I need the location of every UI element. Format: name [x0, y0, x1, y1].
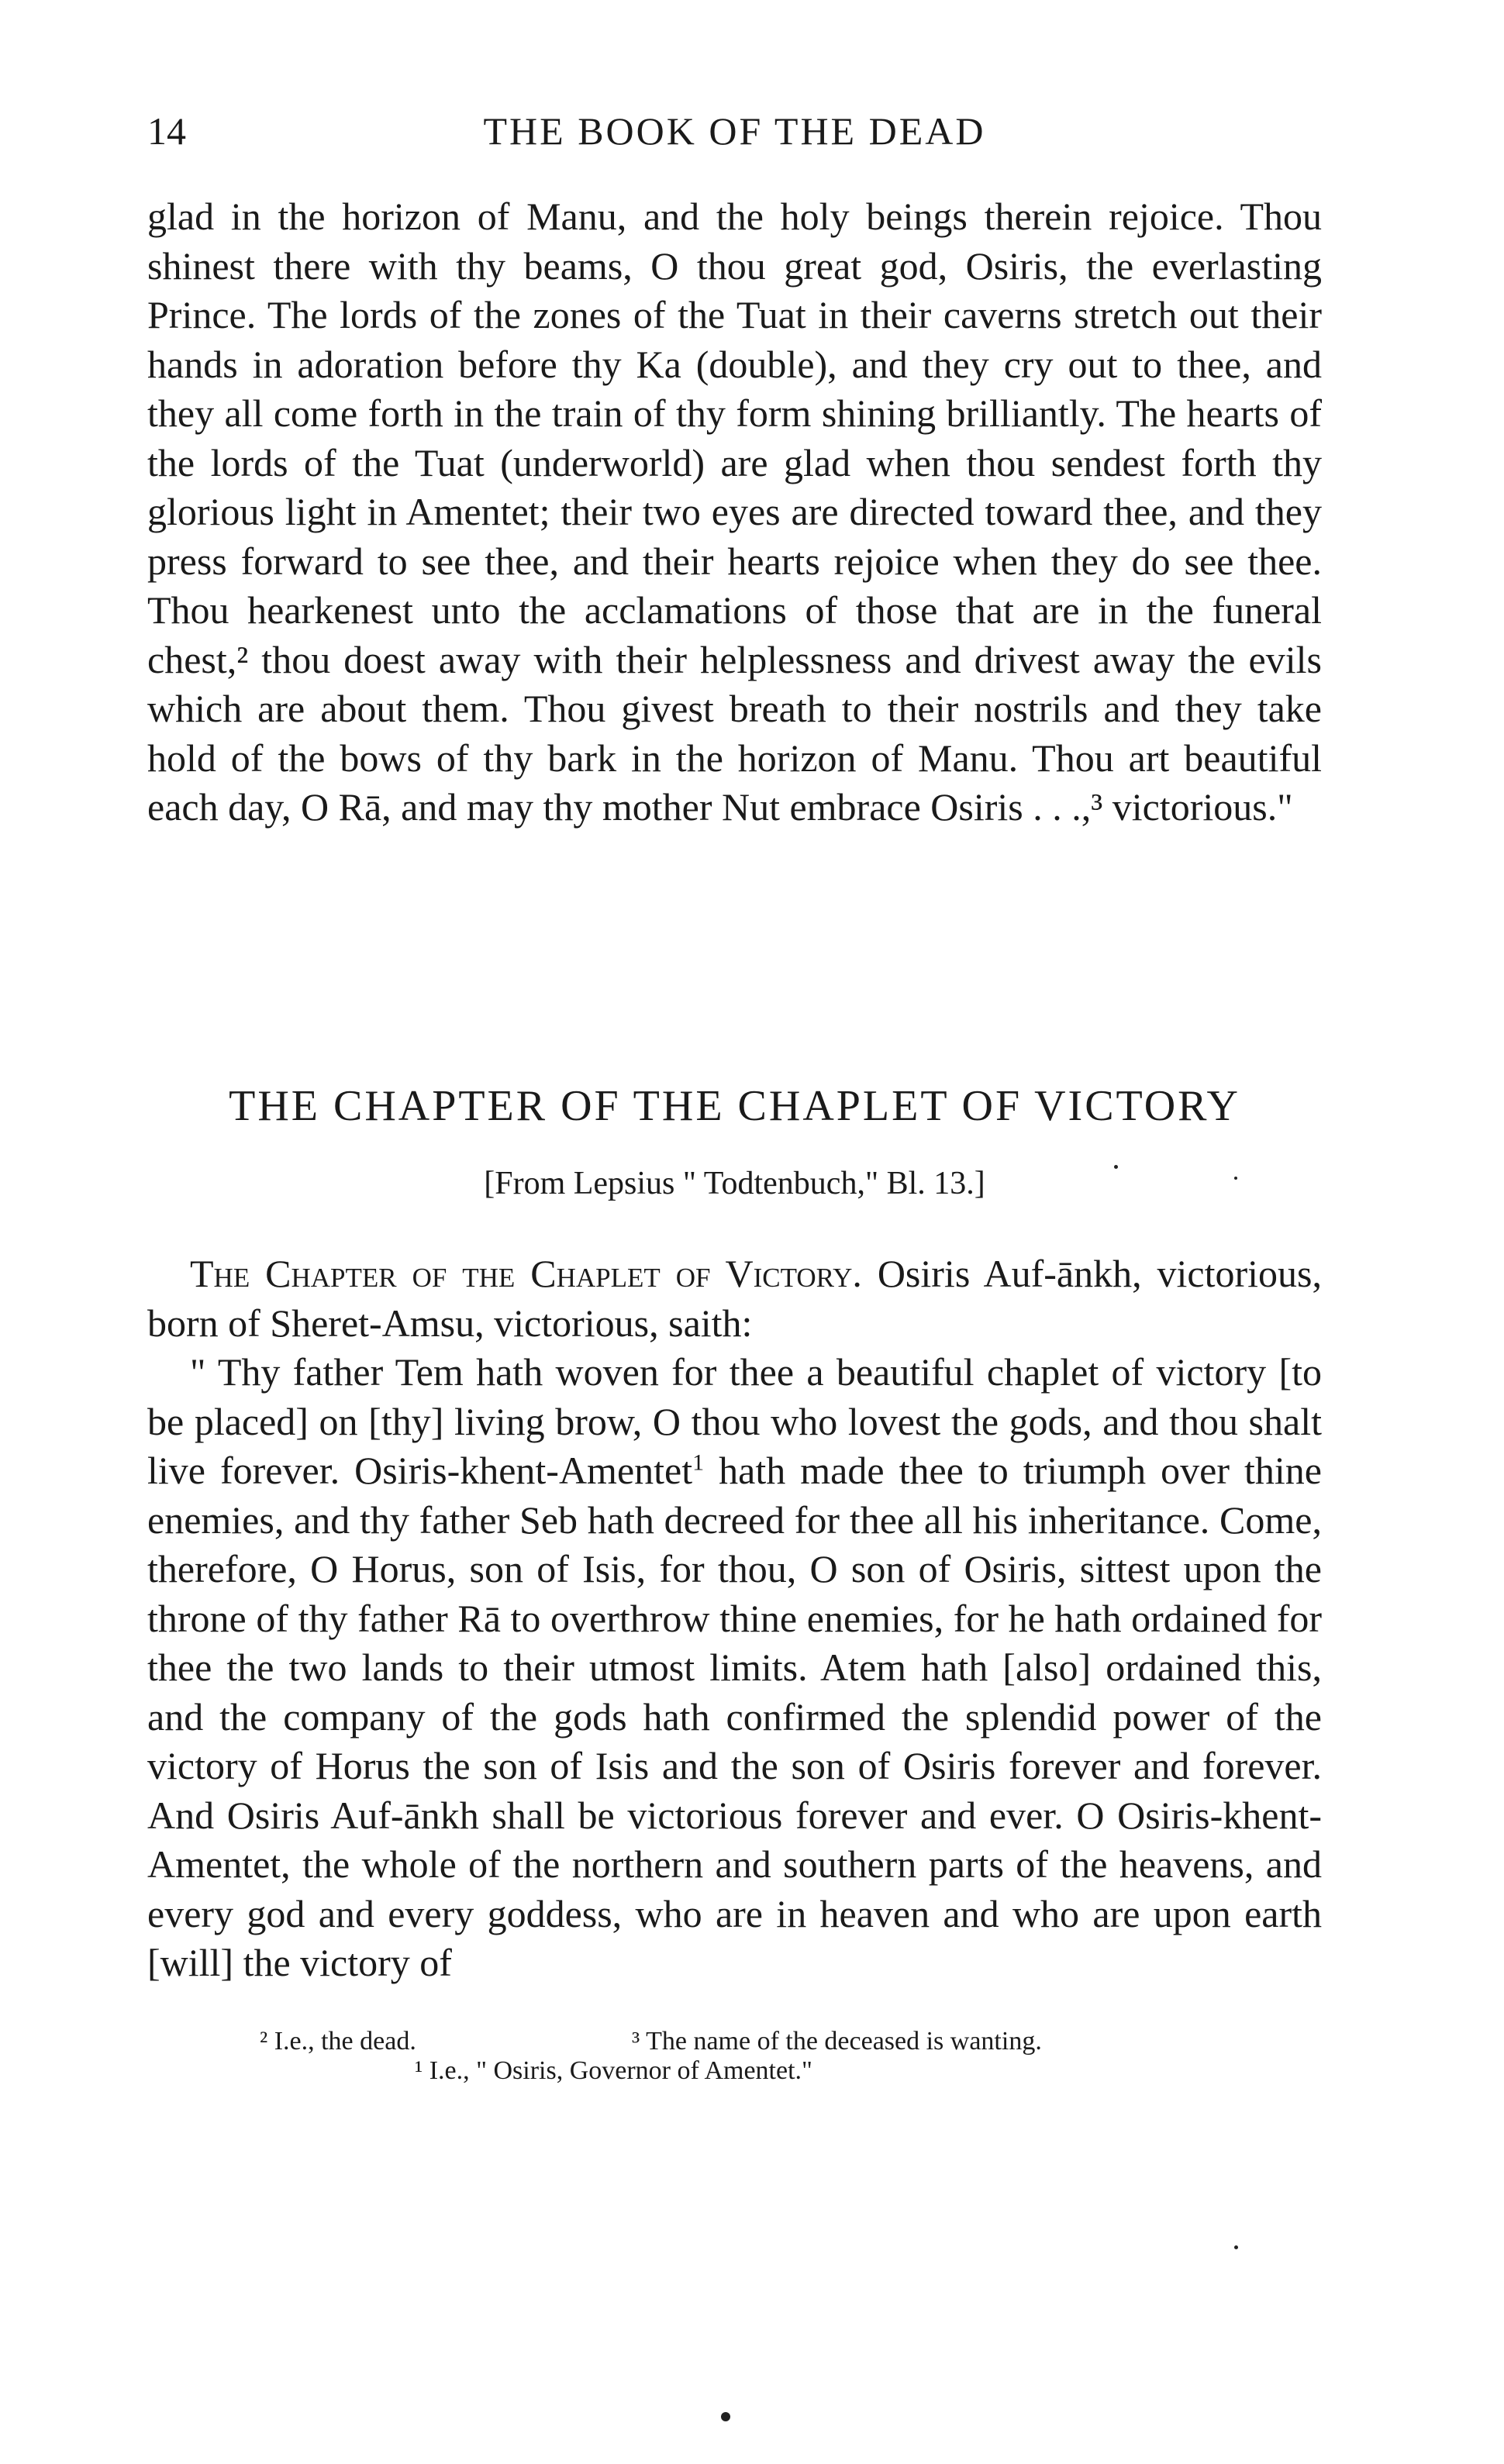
chapter-intro	[147, 1249, 1322, 1348]
body-text	[147, 192, 1322, 832]
page-header	[147, 101, 1322, 171]
print-speck	[1234, 2245, 1238, 2249]
speech-part-1: " Thy father Tem hath woven for thee a beautiful chaplet of victory [to be placed] on [thy] living brow, O thou who lovest the gods, and thou shalt live forever. Osiris-khent-Amentet	[147, 1350, 1322, 1492]
footnote-marker: 1	[692, 1449, 705, 1476]
footnote-1: ¹ I.e., " Osiris, Governor of Amentet."	[415, 2056, 812, 2085]
print-speck	[721, 2412, 730, 2421]
speech-part-2: hath made thee to triumph over thine enemies, and thy father Seb hath decreed for thee all his inheritance. Come, therefore, O Horus, son of Isis, for thou, O son of Osiris, sittest upon the throne of thy father Rā to overthrow thine enemies, for he hath ordained for thee the two lands to their utmost limits. Atem hath [also] ordained this, and the company of the gods hath confirmed the splendid power of the victory of Horus the son of Isis and the son of Osiris forever and forever. And Osiris Auf-ānkh shall be victorious forever and ever. O Osiris-khent-Amentet, the whole of the northern and southern parts of the heavens, and every god and every goddess, who are in heaven and who are upon earth [will] the victory of	[147, 1449, 1322, 1984]
chapter-text	[147, 1249, 1322, 1988]
chapter-intro-rest: Osiris Auf-ānkh, victorious, born of Sheret-Amsu, victorious, saith:	[147, 1252, 1323, 1345]
page-number: 14	[147, 109, 186, 153]
chapter-heading: THE CHAPTER OF THE CHAPLET OF VICTORY	[229, 1082, 1240, 1130]
footnote-3: ³ The name of the deceased is wanting.	[632, 2027, 1042, 2056]
chapter-source: [From Lepsius " Todtenbuch," Bl. 13.]	[484, 1166, 985, 1201]
chapter-intro-caps: The Chapter of the Chaplet of Victory.	[190, 1252, 862, 1295]
running-head: THE BOOK OF THE DEAD	[483, 109, 986, 153]
paragraph: glad in the horizon of Manu, and the holy beings therein rejoice. Thou shinest there with thy beams, O thou great god, Osiris, the everlasting Prince. The lords of the zones of the Tuat in their caverns stretch out their hands in adoration before thy Ka (double), and they cry out to thee, and they all come forth in the train of thy form shining brilliantly. The hearts of the lords of the Tuat (underworld) are glad when thou sendest forth thy glorious light in Amentet; their two eyes are directed toward thee, and they press forward to see thee, and their hearts rejoice when they do see thee. Thou hearkenest unto the acclamations of those that are in the funeral chest,² thou doest away with their helplessness and drivest away the evils which are about them. Thou givest breath to their nostrils and they take hold of the bows of thy bark in the horizon of Manu. Thou art beautiful each day, O Rā, and may thy mother Nut embrace Osiris . . .,³ victorious."	[147, 195, 1322, 829]
chapter-speech	[147, 1348, 1322, 1988]
footnote-row	[147, 2027, 1322, 2056]
print-speck	[1234, 1177, 1237, 1180]
footnote-row	[147, 2056, 1322, 2086]
print-speck	[1114, 1165, 1118, 1169]
footnote-2: ² I.e., the dead.	[260, 2027, 416, 2056]
footnotes	[147, 2027, 1322, 2086]
